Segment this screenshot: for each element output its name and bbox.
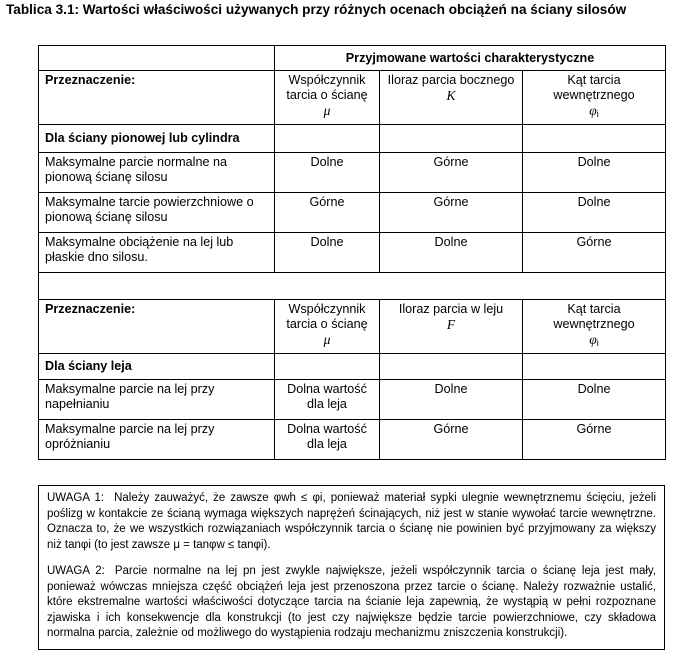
note-text: Parcie normalne na lej pn jest zwykle największe, jeżeli współczynnik tarcia o ścianę leja jest mały, ponieważ wówczas mniejsza część obciążeń leja jest przenoszona przez tarcie o ścianę. Należy rozważnie ustalić, które ekstremalne wartości właściwości dotyczące tarcia na ścianie leja zapewnią, że wystąpią w pełni rozpoznane zjawiska i ich konsekwencje dla konstrukcji (to jest czy największe będzie tarcie powierzchniowe, czy składowa normalna parcia, zależnie od możliwego do wystąpienia rodzaju mechanizmu zniszczenia konstrukcji).	[47, 565, 657, 639]
cell-value: Górne	[275, 193, 380, 233]
purpose-label: Przeznaczenie:	[39, 71, 275, 125]
note-label: UWAGA 2:	[47, 565, 105, 577]
cell-value: Górne	[380, 153, 523, 193]
col-internal-friction-header: Kąt tarcia wewnętrznego $\varphi_i$	[523, 300, 666, 354]
subheading-hopper-wall: Dla ściany leja	[39, 354, 275, 380]
cell-value: Dolna wartość dla leja	[275, 420, 380, 460]
notes-box	[38, 485, 665, 650]
cell-value: Dolne	[523, 153, 666, 193]
col-hopper-pressure-header: Iloraz parcia w leju F	[380, 300, 523, 354]
cell-value: Dolne	[275, 233, 380, 273]
row-label: Maksymalne parcie na lej przy opróżnianiu	[39, 420, 275, 460]
purpose-label: Przeznaczenie:	[39, 300, 275, 354]
col-internal-friction-header: Kąt tarcia wewnętrznego $\varphi_i$	[523, 71, 666, 125]
properties-table	[38, 45, 666, 460]
note-label: UWAGA 1:	[47, 492, 105, 504]
cell-value: Górne	[380, 420, 523, 460]
cell-value: Dolne	[380, 233, 523, 273]
table-row	[39, 420, 666, 460]
cell-value: Dolne	[523, 380, 666, 420]
row-label: Maksymalne parcie na lej przy napełnianiu	[39, 380, 275, 420]
cell-value: Dolne	[523, 193, 666, 233]
row-label: Maksymalne parcie normalne na pionową ścianę silosu	[39, 153, 275, 193]
row-label: Maksymalne obciążenie na lej lub płaskie dno silosu.	[39, 233, 275, 273]
row-label: Maksymalne tarcie powierzchniowe o pionową ścianę silosu	[39, 193, 275, 233]
cell-value: Górne	[380, 193, 523, 233]
note-text: Należy zauważyć, że zawsze φwh ≤ φi, ponieważ materiał sypki ulegnie wewnętrznemu ścięciu, jeżeli poślizg w kontakcie ze ścianą wymaga większych naprężeń ścinających, niż jest w stanie wywołać tarcie wewnętrzne. Oznacza to, że we wszystkich rozwiązaniach współczynnik tarcia o ścianę nie powinien być przyjmowany za większy niż tanφi (to jest zawsze μ = tanφw ≤ tanφi).	[47, 492, 657, 551]
table-row	[39, 193, 666, 233]
table-caption: Tablica 3.1: Wartości właściwości używanych przy różnych ocenach obciążeń na ściany silosów	[6, 2, 627, 17]
cell-value: Górne	[523, 233, 666, 273]
table-row	[39, 233, 666, 273]
cell-value: Dolne	[275, 153, 380, 193]
group-header: Przyjmowane wartości charakterystyczne	[275, 46, 666, 71]
spacer-row	[39, 273, 666, 300]
empty-corner-cell	[39, 46, 275, 71]
table-row	[39, 153, 666, 193]
cell-value: Górne	[523, 420, 666, 460]
col-lateral-pressure-header: Iloraz parcia bocznego K	[380, 71, 523, 125]
subheading-vertical-wall: Dla ściany pionowej lub cylindra	[39, 125, 275, 153]
col-wall-friction-header: Współczynnik tarcia o ścianę μ	[275, 71, 380, 125]
col-wall-friction-header: Współczynnik tarcia o ścianę μ	[275, 300, 380, 354]
table-row	[39, 380, 666, 420]
note-1	[47, 491, 656, 553]
cell-value: Dolna wartość dla leja	[275, 380, 380, 420]
cell-value: Dolne	[380, 380, 523, 420]
note-2	[47, 564, 656, 642]
